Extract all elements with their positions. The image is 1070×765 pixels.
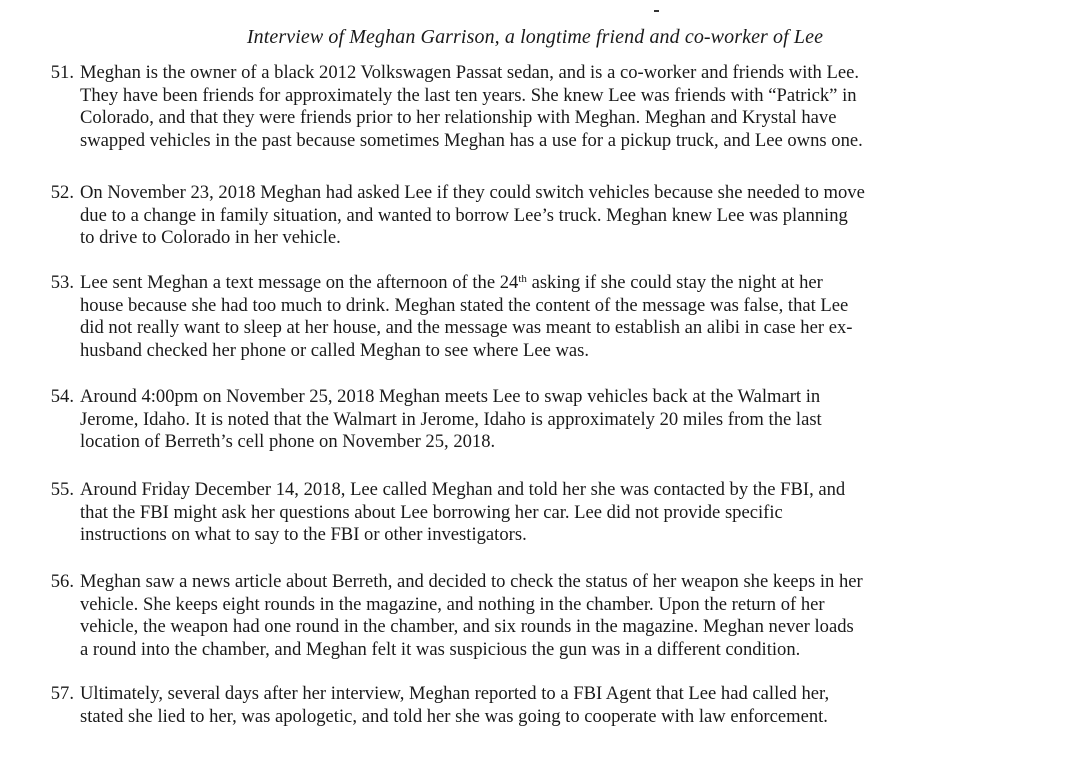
text-line: They have been friends for approximately the last ten years. She knew Lee was friends with “Patrick” in xyxy=(80,84,857,106)
text-line: due to a change in family situation, and wanted to borrow Lee’s truck. Meghan knew Lee was planning xyxy=(80,204,848,226)
text-line: that the FBI might ask her questions about Lee borrowing her car. Lee did not provide specific xyxy=(80,501,783,523)
paragraph-text xyxy=(80,683,1040,728)
text-line: Meghan is the owner of a black 2012 Volkswagen Passat sedan, and is a co-worker and friends with Lee. xyxy=(80,62,860,83)
text-line: Around Friday December 14, 2018, Lee called Meghan and told her she was contacted by the FBI, and xyxy=(80,479,846,500)
paragraph-text xyxy=(80,479,1040,547)
text-line: stated she lied to her, was apologetic, and told her she was going to cooperate with law enforcement. xyxy=(80,705,828,727)
paragraph-number: 53. xyxy=(50,272,74,293)
text-segment: Lee sent Meghan a text message on the afternoon of the 24 xyxy=(80,272,519,293)
paragraph-55 xyxy=(30,479,1040,547)
text-line: Colorado, and that they were friends prior to her relationship with Meghan. Meghan and Krystal have xyxy=(80,107,837,128)
paragraph-52 xyxy=(30,182,1040,250)
paragraph-number: 56. xyxy=(50,571,74,592)
paragraph-text xyxy=(80,182,1040,250)
paragraph-57 xyxy=(30,683,1040,728)
text-line: vehicle. She keeps eight rounds in the magazine, and nothing in the chamber. Upon the return of her xyxy=(80,593,825,615)
paragraph-51 xyxy=(30,62,1040,152)
text-line: On November 23, 2018 Meghan had asked Lee if they could switch vehicles because she needed to move xyxy=(80,182,865,203)
paragraph-54 xyxy=(30,386,1040,454)
text-line: husband checked her phone or called Meghan to see where Lee was. xyxy=(80,339,590,361)
paragraph-number: 52. xyxy=(50,182,74,203)
text-segment: asking if she could stay the night at her xyxy=(526,272,823,293)
text-line: Jerome, Idaho. It is noted that the Walmart in Jerome, Idaho is approximately 20 miles from the last xyxy=(80,408,822,430)
paragraph-text xyxy=(80,571,1040,661)
text-line: house because she had too much to drink. Meghan stated the content of the message was false, that Lee xyxy=(80,294,849,316)
paragraph-number: 57. xyxy=(50,683,74,704)
text-line: vehicle, the weapon had one round in the chamber, and six rounds in the magazine. Meghan never loads xyxy=(80,616,854,637)
paragraph-56 xyxy=(30,571,1040,661)
scan-mark xyxy=(654,10,659,12)
paragraph-53 xyxy=(30,272,1040,362)
paragraph-number: 51. xyxy=(50,62,74,83)
ordinal-superscript: th xyxy=(518,273,527,285)
paragraph-text xyxy=(80,386,1040,454)
paragraph-text xyxy=(80,272,1040,362)
text-line: location of Berreth’s cell phone on November 25, 2018. xyxy=(80,431,496,452)
paragraph-text xyxy=(80,62,1040,152)
text-line: did not really want to sleep at her house, and the message was meant to establish an alibi in case her ex- xyxy=(80,317,853,338)
text-line: Meghan saw a news article about Berreth, and decided to check the status of her weapon she keeps in her xyxy=(80,571,863,592)
paragraph-number: 54. xyxy=(50,386,74,407)
text-line: Ultimately, several days after her interview, Meghan reported to a FBI Agent that Lee had called her, xyxy=(80,683,830,704)
text-line: instructions on what to say to the FBI or other investigators. xyxy=(80,524,527,545)
text-line: swapped vehicles in the past because sometimes Meghan has a use for a pickup truck, and Lee owns one. xyxy=(80,129,863,151)
text-line: Around 4:00pm on November 25, 2018 Meghan meets Lee to swap vehicles back at the Walmart in xyxy=(80,386,821,407)
text-line: to drive to Colorado in her vehicle. xyxy=(80,227,341,248)
text-line: a round into the chamber, and Meghan felt it was suspicious the gun was in a different condition. xyxy=(80,638,801,660)
paragraph-number: 55. xyxy=(50,479,74,500)
text-line xyxy=(80,272,1040,295)
document-heading: Interview of Meghan Garrison, a longtime friend and co-worker of Lee xyxy=(246,26,824,48)
